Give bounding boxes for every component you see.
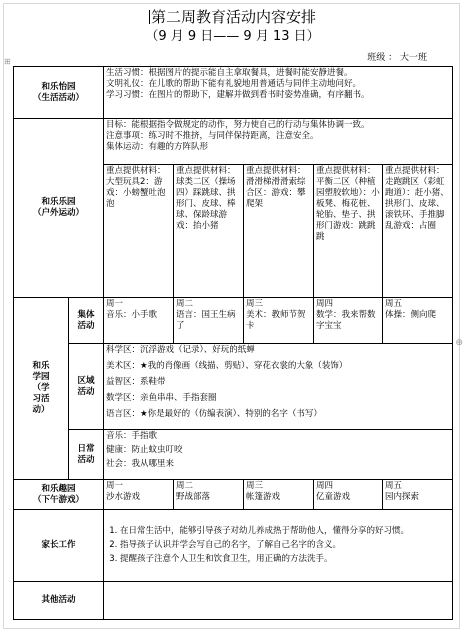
game-day-4: 周四 亿童游戏 bbox=[314, 480, 383, 510]
row-daily-activities bbox=[14, 430, 453, 480]
parents-item: 1. 在日常生活中，能够引导孩子对幼儿养成热于帮助他人，懂得分享的好习惯。 bbox=[120, 525, 450, 537]
subsection-daily: 日常 活动 bbox=[69, 430, 104, 480]
daily-content bbox=[104, 430, 453, 480]
section-title-other: 其他活动 bbox=[14, 582, 104, 620]
row-life-activities bbox=[14, 67, 453, 119]
row-area-activities bbox=[14, 344, 453, 430]
group-day-1: 周一 音乐：小手歌 bbox=[104, 298, 174, 344]
outdoor-day-1: 重点提供材料：大型玩具2：游戏：小螃蟹吐泡泡 bbox=[104, 165, 174, 298]
section-title-outdoor: 和乐乐园 （户外运动） bbox=[14, 119, 104, 298]
game-day-2: 周二 野战部落 bbox=[174, 480, 244, 510]
group-day-2: 周二 语言：国王生病了 bbox=[174, 298, 244, 344]
group-day-5: 周五 体操：侧向爬 bbox=[383, 298, 453, 344]
area-line: 数学区：亲鱼串串、手指套圈 bbox=[106, 393, 217, 403]
game-day-3: 周三 帐篷游戏 bbox=[244, 480, 314, 510]
document-title-text: 第二周教育活动内容安排 bbox=[150, 8, 316, 26]
row-other-activities bbox=[14, 582, 453, 620]
daily-line: 音乐：手指歌 bbox=[106, 431, 158, 441]
daily-line: 社会：我从哪里来 bbox=[106, 459, 175, 469]
document-dates: （9 月 9 日—— 9 月 13 日） bbox=[145, 29, 320, 44]
outdoor-goal-line: 目标：能根据指令做规定的动作，努力使自己的行动与集体协调一致。 bbox=[106, 120, 370, 130]
area-line: 益智区：系鞋带 bbox=[106, 377, 166, 387]
life-content bbox=[104, 67, 453, 119]
area-line: 美术区：★我的肖像画（线描、剪贴）、穿花衣裳的大象（装饰） bbox=[106, 361, 348, 371]
area-line: 科学区：沉浮游戏（记录）、好玩的纸蝉 bbox=[106, 345, 255, 355]
parents-list bbox=[106, 525, 450, 565]
daily-line: 健康：防止蚊虫叮咬 bbox=[106, 445, 183, 455]
section-title-games: 和乐趣园 （下午游戏） bbox=[14, 480, 104, 510]
game-day-5: 周五 园内探索 bbox=[383, 480, 453, 510]
life-line: 生活习惯：根据图片的提示能自主拿取餐具，进餐时能安静进餐。 bbox=[106, 68, 353, 78]
group-day-3: 周三 美术：教师节贺卡 bbox=[244, 298, 314, 344]
parents-content bbox=[104, 510, 453, 582]
row-parent-work bbox=[14, 510, 453, 582]
outdoor-goals bbox=[104, 119, 453, 165]
outdoor-day-3: 重点提供材料：滑滑梯滑滑索综合区：游戏：攀爬架 bbox=[244, 165, 314, 298]
row-afternoon-games bbox=[14, 480, 453, 510]
outdoor-day-4: 重点提供材料：平衡二区（种植园塑胶软地）：小板凳、梅花桩、轮胎、垫子、拱形门游戏：跳跳跳 bbox=[314, 165, 383, 298]
life-line: 学习习惯：在图片的帮助下，建解并做到看书时姿势准确，有序翻书。 bbox=[106, 90, 370, 100]
section-title-life: 和乐怡园 （生活活动） bbox=[14, 67, 104, 119]
subsection-group: 集体 活动 bbox=[69, 298, 104, 344]
row-outdoor-goals bbox=[14, 119, 453, 165]
section-title-parents: 家长工作 bbox=[14, 510, 104, 582]
table-move-handle-icon[interactable]: ⊞ bbox=[4, 57, 11, 66]
group-day-4: 周四 数学：我来帮数字宝宝 bbox=[314, 298, 383, 344]
add-column-icon[interactable]: ⊕ bbox=[455, 338, 463, 348]
document-title bbox=[0, 8, 465, 27]
other-content[interactable] bbox=[104, 582, 453, 620]
outdoor-day-2: 重点提供材料：球类二区（操场四）踩跳球、拱形门、皮球、棒球、保龄球游戏：抬小猪 bbox=[174, 165, 244, 298]
class-label: 班级 ： 大一班 bbox=[367, 53, 427, 63]
game-day-1: 周一 沙水游戏 bbox=[104, 480, 174, 510]
outdoor-goal-line: 集体运动：有趣的方阵队形 bbox=[106, 142, 209, 152]
parents-item: 3. 提醒孩子注意个人卫生和饮食卫生，用正确的方法洗手。 bbox=[120, 553, 450, 565]
subsection-area: 区域 活动 bbox=[69, 344, 104, 430]
row-group-activities bbox=[14, 298, 453, 344]
text-cursor bbox=[149, 10, 150, 24]
schedule-table bbox=[13, 66, 453, 620]
section-title-learning: 和乐 学园 （学 习活 动） bbox=[14, 298, 69, 480]
outdoor-goal-line: 注意事项：练习时不推挤，与同伴保持距离，注意安全。 bbox=[106, 131, 319, 141]
area-content bbox=[104, 344, 453, 430]
area-line: 语言区：★你是最好的（仿编表演）、特别的名字（书写） bbox=[106, 409, 322, 419]
life-line: 文明礼仪：在儿歌的帮助下能有礼貌地用普通话与同伴主动地问好。 bbox=[106, 79, 362, 89]
outdoor-day-5: 重点提供材料：走跑跳区（彩虹跑道）：赶小猪、拱形门、皮球、滚铁环、手推脚乱游戏：占圈 bbox=[383, 165, 453, 298]
parents-item: 2. 指导孩子认识并学会写自己的名字，了解自己名字的含义。 bbox=[120, 539, 450, 551]
